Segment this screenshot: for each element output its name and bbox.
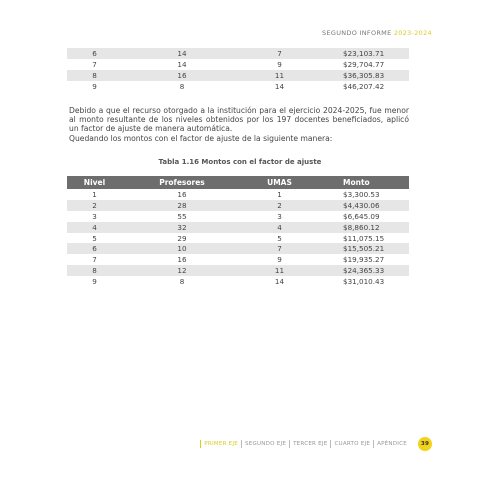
header-nivel: Nivel — [67, 176, 122, 189]
table-row — [67, 48, 409, 59]
table-row — [67, 254, 409, 265]
header-profesores: Profesores — [122, 176, 242, 189]
cell-profesores: 29 — [177, 233, 187, 243]
report-header — [322, 29, 432, 37]
nav-segundo-eje[interactable]: SEGUNDO EJE — [241, 440, 289, 448]
cell-umas: 7 — [242, 48, 317, 59]
cell-monto: $8,860.12 — [343, 222, 380, 232]
cell-umas: 2 — [242, 200, 317, 211]
cell-profesores: 10 — [122, 243, 242, 254]
table-row — [67, 211, 409, 222]
header-monto: Monto — [343, 178, 370, 187]
cell-umas: 4 — [242, 222, 317, 233]
cell-umas: 9 — [277, 255, 282, 265]
cell-monto: $29,704.77 — [343, 59, 385, 69]
cell-profesores: 16 — [122, 70, 242, 81]
report-header-year: 2023-2024 — [393, 29, 432, 37]
cell-profesores: 8 — [179, 81, 185, 91]
cell-monto: $3,300.53 — [343, 189, 380, 199]
table-row — [67, 222, 409, 233]
cell-nivel: 1 — [92, 189, 97, 199]
cell-profesores: 8 — [179, 277, 185, 287]
cell-umas: 3 — [277, 211, 282, 221]
table-row — [67, 233, 409, 244]
cell-profesores: 14 — [122, 48, 242, 59]
cell-umas: 14 — [274, 81, 285, 91]
page-number-badge: 39 — [418, 437, 432, 451]
cell-profesores: 55 — [177, 211, 187, 221]
table-header-row — [67, 176, 409, 189]
table-row — [67, 59, 409, 70]
table-row — [67, 189, 409, 200]
cell-nivel: 7 — [92, 255, 97, 265]
cell-profesores: 14 — [177, 59, 187, 69]
nav-apendice[interactable]: APÉNDICE — [373, 440, 410, 448]
cell-umas: 11 — [242, 70, 317, 81]
cell-umas: 5 — [277, 233, 282, 243]
footer-navigation — [200, 437, 432, 451]
cell-umas: 9 — [277, 59, 282, 69]
cell-monto: $46,207.42 — [343, 81, 385, 91]
cell-nivel: 8 — [67, 70, 122, 81]
cell-umas: 11 — [242, 265, 317, 276]
cell-profesores: 12 — [122, 265, 242, 276]
cell-profesores: 28 — [122, 200, 242, 211]
table-caption: Tabla 1.16 Montos con el factor de ajuste — [158, 158, 322, 166]
cell-monto: $11,075.15 — [343, 233, 385, 243]
table-row — [67, 265, 409, 276]
cell-umas: 7 — [242, 243, 317, 254]
table-row — [67, 70, 409, 81]
cell-monto: $23,103.71 — [343, 48, 385, 58]
cell-monto: $24,365.33 — [343, 266, 385, 276]
cell-profesores: 16 — [177, 255, 187, 265]
paragraph-line-2: Quedando los montos con el factor de ajuste de la siguiente manera: — [69, 133, 333, 143]
cell-profesores: 32 — [122, 222, 242, 233]
cell-monto: $15,505.21 — [343, 244, 385, 254]
continued-table — [67, 48, 409, 92]
cell-monto: $19,935.27 — [343, 255, 385, 265]
cell-nivel: 9 — [92, 81, 97, 91]
cell-nivel: 6 — [67, 48, 122, 59]
cell-umas: 14 — [274, 277, 285, 287]
cell-profesores: 16 — [177, 189, 187, 199]
nav-cuarto-eje[interactable]: CUARTO EJE — [330, 440, 373, 448]
cell-monto: $4,430.06 — [343, 200, 380, 210]
cell-nivel: 2 — [67, 200, 122, 211]
cell-nivel: 3 — [92, 211, 97, 221]
cell-monto: $31,010.43 — [343, 277, 385, 287]
cell-nivel: 9 — [92, 277, 97, 287]
table-row — [67, 81, 409, 92]
report-header-title: SEGUNDO INFORME — [322, 29, 394, 37]
body-paragraph — [69, 106, 409, 143]
paragraph-line-1: Debido a que el recurso otorgado a la institución para el ejercicio 2024-2025, fue menor al monto resultante de los niveles obtenidos por los 197 docentes beneficiados, aplicó un factor de ajuste de manera automática. — [69, 106, 409, 134]
table-row — [67, 276, 409, 287]
nav-tercer-eje[interactable]: TERCER EJE — [289, 440, 330, 448]
cell-nivel: 5 — [92, 233, 97, 243]
adjusted-amounts-table — [67, 176, 409, 287]
nav-primer-eje[interactable]: PRIMER EJE — [200, 440, 241, 448]
table-row — [67, 243, 409, 254]
cell-nivel: 8 — [67, 265, 122, 276]
cell-nivel: 7 — [92, 59, 97, 69]
cell-nivel: 6 — [67, 243, 122, 254]
cell-umas: 1 — [277, 189, 282, 199]
table-row — [67, 200, 409, 211]
header-umas: UMAS — [242, 176, 317, 189]
cell-monto: $6,645.09 — [343, 211, 380, 221]
cell-monto: $36,305.83 — [343, 70, 385, 80]
cell-nivel: 4 — [67, 222, 122, 233]
